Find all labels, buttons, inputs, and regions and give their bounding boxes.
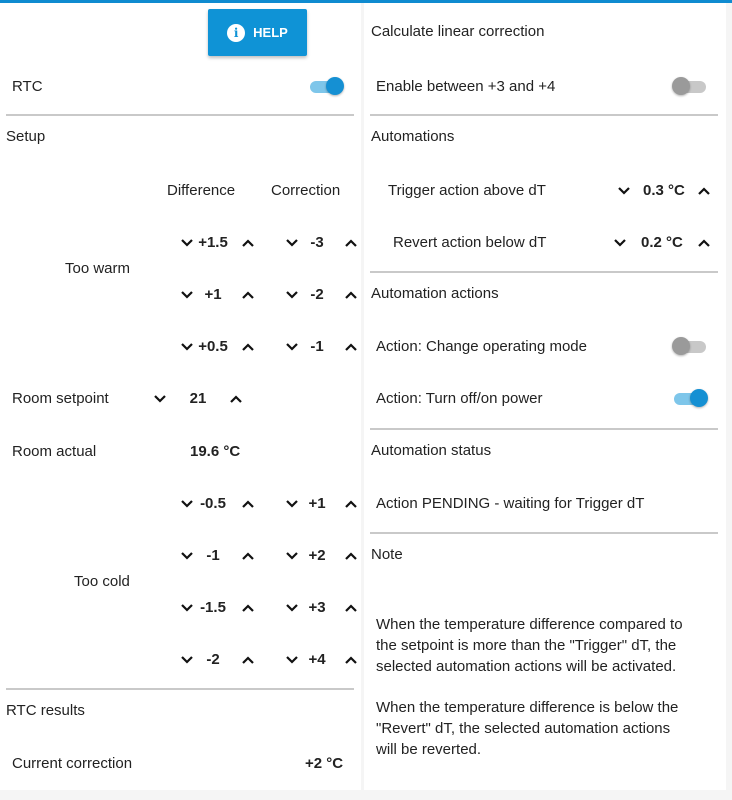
too-warm-correction-value: -3 [310, 234, 324, 251]
room-actual-value: 19.6 °C [190, 443, 241, 460]
chevron-down-icon[interactable] [180, 497, 194, 511]
chevron-up-icon[interactable] [241, 236, 255, 250]
too-cold-correction-value: +2 [308, 547, 326, 564]
note-line: When the temperature difference is below the [376, 699, 679, 716]
toggle-knob [326, 77, 344, 95]
chevron-up-icon[interactable] [241, 288, 255, 302]
divider [6, 688, 354, 690]
info-icon: i [227, 24, 245, 42]
chevron-down-icon[interactable] [180, 601, 194, 615]
chevron-down-icon[interactable] [180, 288, 194, 302]
note-paragraph-1 [376, 614, 683, 677]
chevron-up-icon[interactable] [697, 236, 711, 250]
help-button[interactable] [208, 9, 307, 56]
chevron-down-icon[interactable] [285, 497, 299, 511]
trigger-label: Trigger action above dT [388, 182, 546, 199]
too-cold-difference-value: -1 [206, 547, 220, 564]
note-line: will be reverted. [376, 741, 482, 758]
chevron-down-icon[interactable] [285, 653, 299, 667]
chevron-up-icon[interactable] [241, 497, 255, 511]
chevron-up-icon[interactable] [344, 601, 358, 615]
enable-linear-label: Enable between +3 and +4 [376, 78, 556, 95]
too-warm-difference-value: +0.5 [198, 338, 228, 355]
setup-heading: Setup [6, 128, 46, 145]
rtc-label: RTC [12, 78, 43, 95]
chevron-up-icon[interactable] [241, 549, 255, 563]
chevron-down-icon[interactable] [285, 549, 299, 563]
too-warm-difference-value: +1 [204, 286, 222, 303]
toggle-knob [690, 389, 708, 407]
rtc-results-heading: RTC results [6, 702, 85, 719]
note-line: When the temperature difference compared to [376, 616, 683, 633]
chevron-up-icon[interactable] [697, 184, 711, 198]
correction-column-header: Correction [271, 182, 341, 199]
toggle-knob [672, 77, 690, 95]
trigger-value: 0.3 °C [643, 182, 685, 199]
toggle-knob [672, 337, 690, 355]
action-power-toggle[interactable] [672, 389, 708, 407]
chevron-up-icon[interactable] [344, 497, 358, 511]
note-line: the setpoint is more than the "Trigger" dT, the [376, 637, 677, 654]
chevron-up-icon[interactable] [344, 340, 358, 354]
automation-status-heading: Automation status [371, 442, 492, 459]
room-actual-label: Room actual [12, 443, 97, 460]
too-warm-difference-value: +1.5 [198, 234, 228, 251]
divider [6, 114, 354, 116]
too-cold-correction-value: +1 [308, 495, 326, 512]
too-cold-difference-value: -2 [206, 651, 220, 668]
automations-heading: Automations [371, 128, 455, 145]
chevron-up-icon[interactable] [241, 653, 255, 667]
room-setpoint-value: 21 [189, 390, 207, 407]
chevron-up-icon[interactable] [344, 653, 358, 667]
chevron-up-icon[interactable] [241, 601, 255, 615]
difference-column-header: Difference [167, 182, 236, 199]
revert-label: Revert action below dT [393, 234, 547, 251]
too-cold-difference-value: -1.5 [200, 599, 226, 616]
current-correction-value: +2 °C [305, 755, 344, 772]
automation-status-text: Action PENDING - waiting for Trigger dT [376, 495, 645, 512]
divider [370, 532, 718, 534]
chevron-up-icon[interactable] [229, 392, 243, 406]
chevron-down-icon[interactable] [153, 392, 167, 406]
help-button-label: HELP [253, 25, 288, 40]
divider [370, 114, 718, 116]
note-heading: Note [371, 546, 403, 563]
chevron-up-icon[interactable] [344, 288, 358, 302]
too-warm-label: Too warm [65, 260, 131, 277]
too-cold-difference-value: -0.5 [200, 495, 226, 512]
room-setpoint-label: Room setpoint [12, 390, 109, 407]
too-warm-correction-value: -1 [310, 338, 324, 355]
chevron-down-icon[interactable] [613, 236, 627, 250]
too-warm-correction-value: -2 [310, 286, 324, 303]
chevron-down-icon[interactable] [180, 340, 194, 354]
rtc-toggle[interactable] [308, 77, 344, 95]
chevron-down-icon[interactable] [180, 549, 194, 563]
automation-actions-heading: Automation actions [371, 285, 499, 302]
chevron-down-icon[interactable] [180, 236, 194, 250]
enable-linear-toggle[interactable] [672, 77, 708, 95]
right-panel [364, 3, 726, 790]
action-mode-toggle[interactable] [672, 337, 708, 355]
chevron-down-icon[interactable] [180, 653, 194, 667]
chevron-up-icon[interactable] [241, 340, 255, 354]
revert-value: 0.2 °C [641, 234, 683, 251]
chevron-down-icon[interactable] [617, 184, 631, 198]
chevron-down-icon[interactable] [285, 601, 299, 615]
too-cold-correction-value: +4 [308, 651, 326, 668]
action-power-label: Action: Turn off/on power [376, 390, 543, 407]
chevron-down-icon[interactable] [285, 288, 299, 302]
chevron-up-icon[interactable] [344, 236, 358, 250]
left-panel [0, 3, 361, 790]
too-cold-label: Too cold [74, 573, 130, 590]
chevron-up-icon[interactable] [344, 549, 358, 563]
too-cold-correction-value: +3 [308, 599, 326, 616]
note-line: selected automation actions will be activated. [376, 658, 677, 675]
linear-correction-heading: Calculate linear correction [371, 23, 545, 40]
chevron-down-icon[interactable] [285, 340, 299, 354]
divider [370, 428, 718, 430]
chevron-down-icon[interactable] [285, 236, 299, 250]
divider [370, 271, 718, 273]
current-correction-label: Current correction [12, 755, 133, 772]
note-line: "Revert" dT, the selected automation actions [376, 720, 671, 737]
action-mode-label: Action: Change operating mode [376, 338, 587, 355]
note-paragraph-2 [376, 697, 678, 760]
